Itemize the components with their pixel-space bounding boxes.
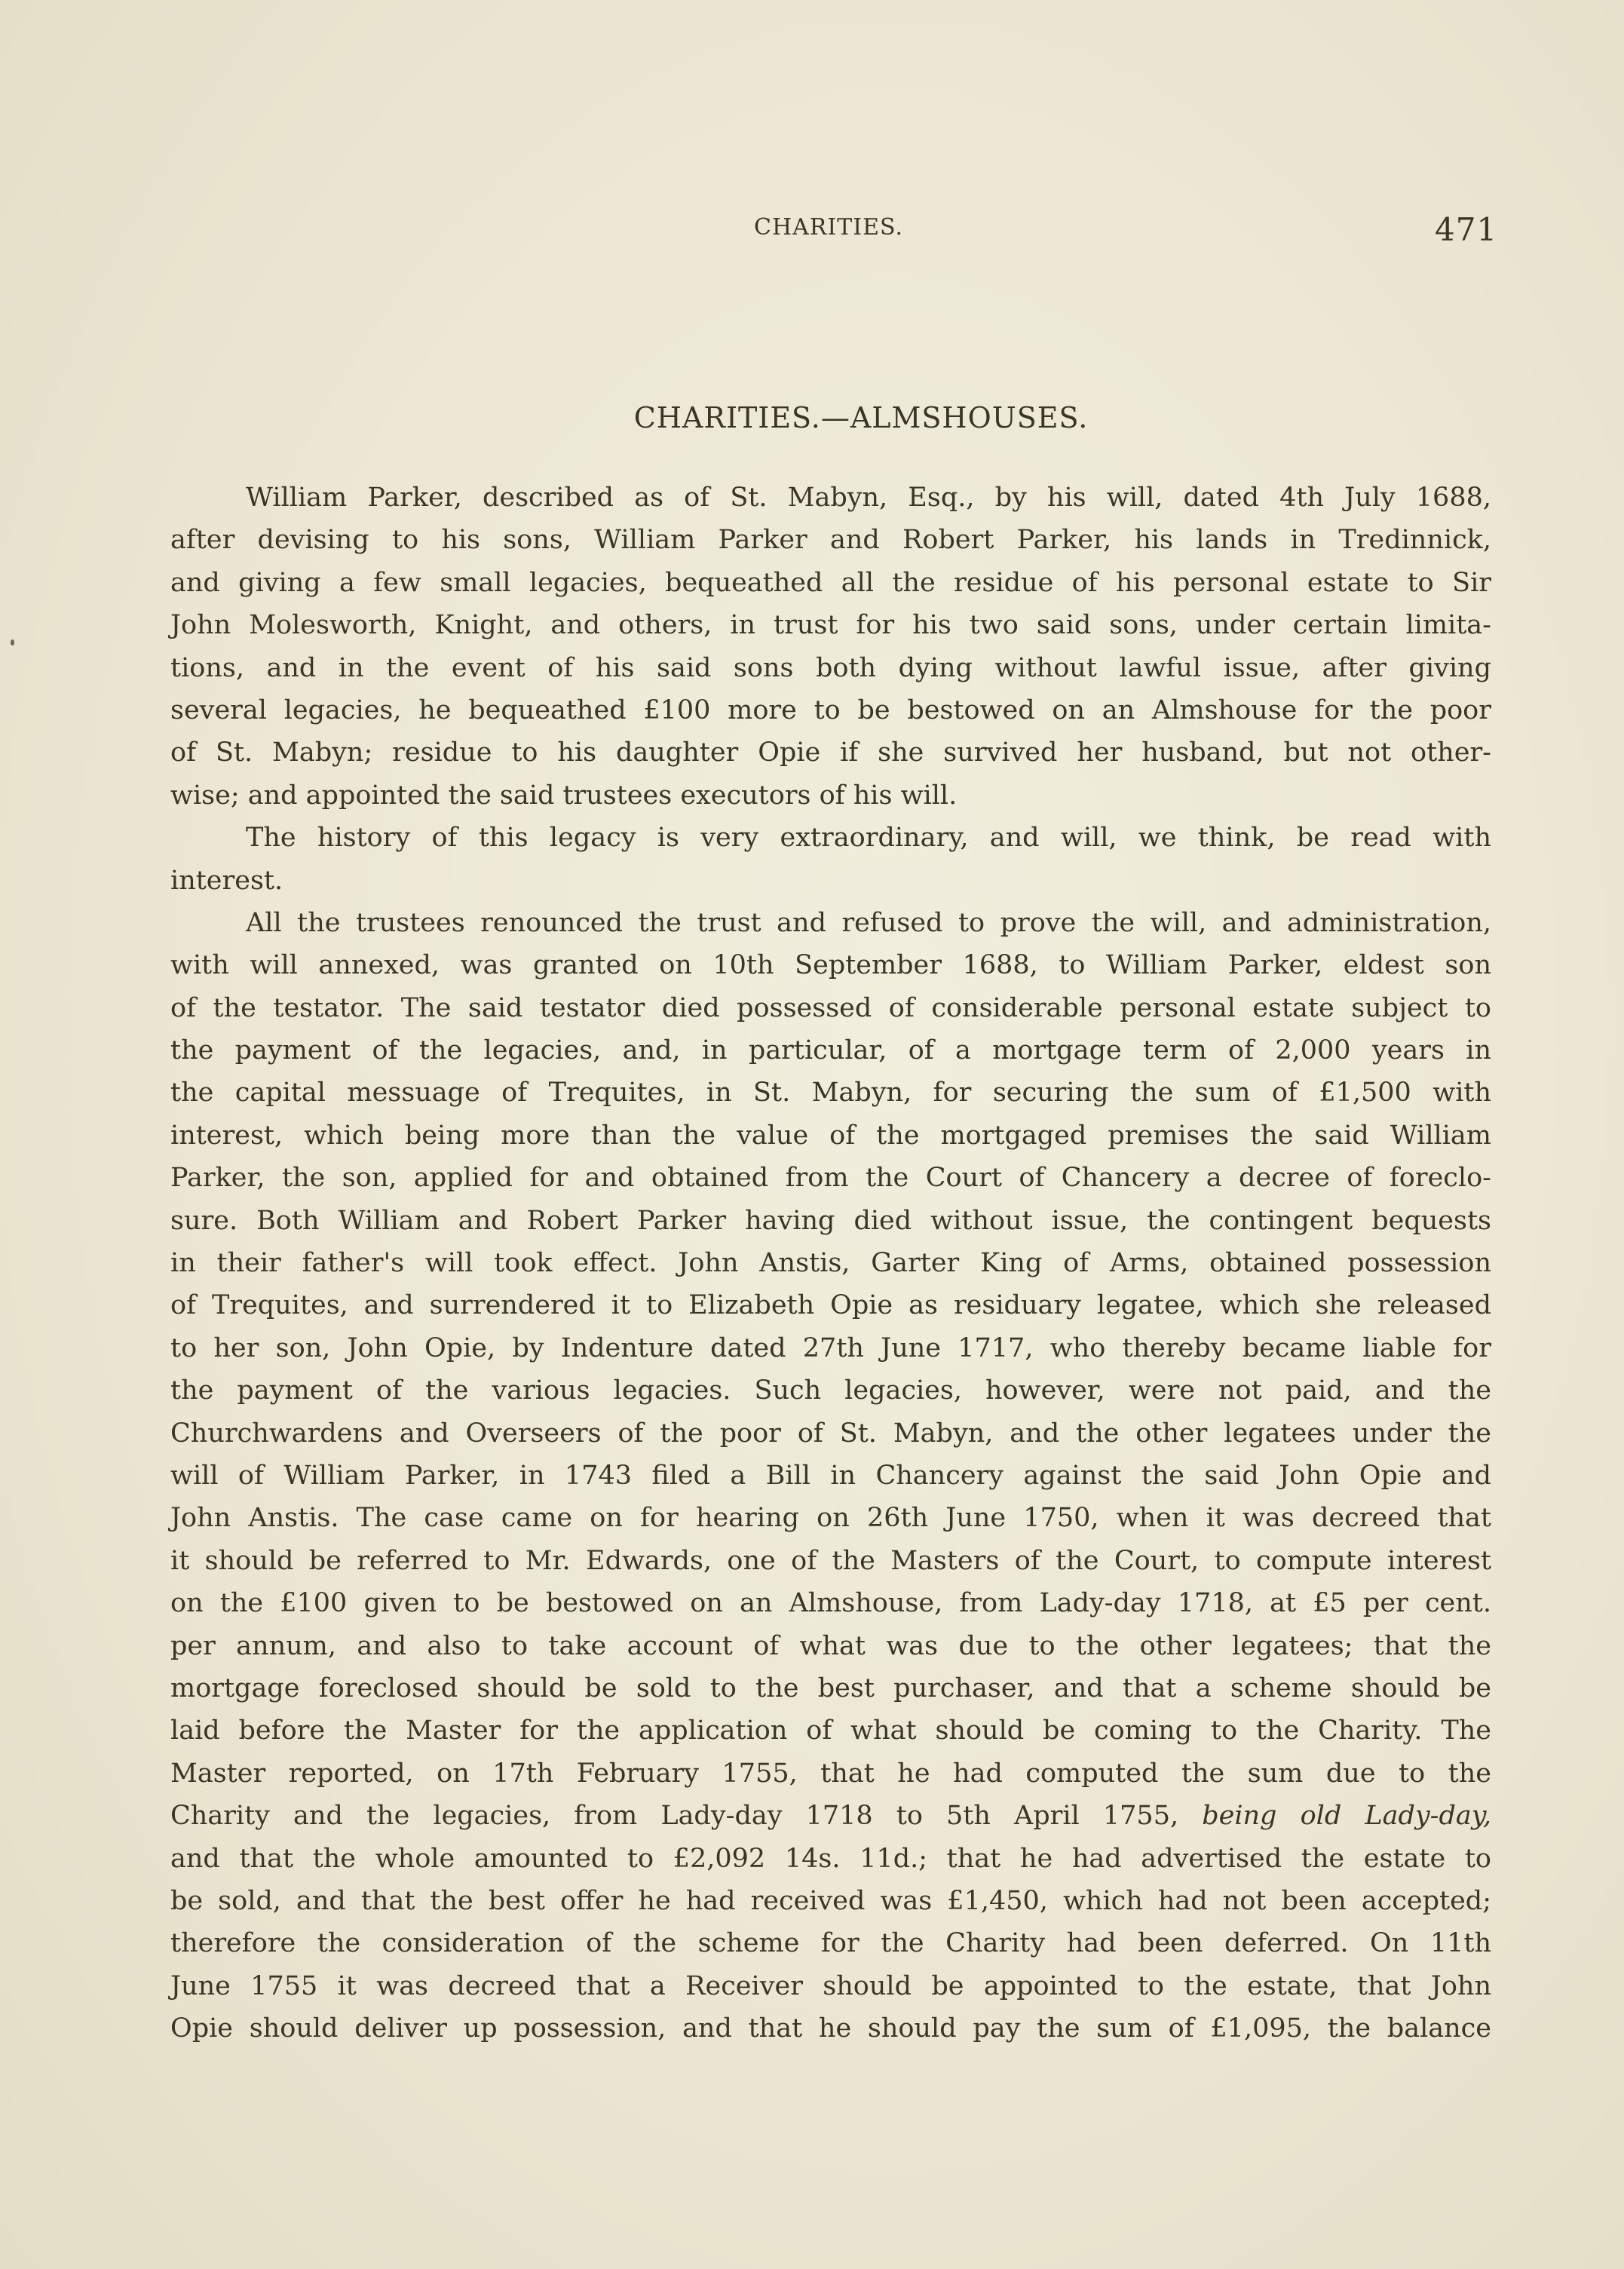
text-line: Opie should deliver up possession, and that he should pay the sum of £1,095, the balance <box>170 2013 1491 2044</box>
text-line: therefore the consideration of the scheme for the Charity had been deferred. On 11th <box>170 1928 1491 1959</box>
text-line: The history of this legacy is very extraordinary, and will, we think, be read with <box>246 823 1491 854</box>
text-line: the payment of the legacies, and, in particular, of a mortgage term of 2,000 years in <box>170 1035 1491 1066</box>
text-line: tions, and in the event of his said sons both dying without lawful issue, after giving <box>170 652 1491 683</box>
text-line: mortgage foreclosed should be sold to the best purchaser, and that a scheme should be <box>170 1673 1491 1703</box>
section-heading: CHARITIES.—ALMSHOUSES. <box>633 401 1089 434</box>
text-segment: Charity and the legacies, from Lady-day 1718 to 5th April 1755, <box>170 1801 1179 1832</box>
text-line: and that the whole amounted to £2,092 14s. 11d.; that he had advertised the estate to <box>170 1843 1491 1874</box>
text-line-with-italic <box>170 1795 1491 1837</box>
text-line: of Trequites, and surrendered it to Elizabeth Opie as residuary legatee, which she released <box>170 1290 1491 1321</box>
text-line: June 1755 it was decreed that a Receiver should be appointed to the estate, that John <box>170 1970 1491 2001</box>
text-line: interest, which being more than the value of the mortgaged premises the said William <box>170 1120 1491 1151</box>
ink-speck <box>11 639 14 645</box>
text-line: Parker, the son, applied for and obtained from the Court of Chancery a decree of foreclo- <box>170 1163 1491 1194</box>
text-line: to her son, John Opie, by Indenture dated 27th June 1717, who thereby became liable for <box>170 1332 1491 1363</box>
text-line: of St. Mabyn; residue to his daughter Opie if she survived her husband, but not other- <box>170 737 1491 768</box>
text-line: laid before the Master for the application of what should be coming to the Charity. The <box>170 1716 1491 1746</box>
text-line: and giving a few small legacies, bequeathed all the residue of his personal estate to Sir <box>170 567 1491 598</box>
page-number: 471 <box>1435 211 1498 248</box>
body-text <box>170 477 1491 2050</box>
text-line: will of William Parker, in 1743 filed a Bill in Chancery against the said John Opie and <box>170 1460 1491 1491</box>
text-line: it should be referred to Mr. Edwards, one of the Masters of the Court, to compute interest <box>170 1545 1491 1576</box>
text-line: in their father's will took effect. John Anstis, Garter King of Arms, obtained possession <box>170 1248 1491 1279</box>
text-line: John Anstis. The case came on for hearing on 26th June 1750, when it was decreed that <box>170 1503 1491 1534</box>
text-line: the capital messuage of Trequites, in St. Mabyn, for securing the sum of £1,500 with <box>170 1078 1491 1108</box>
running-head <box>0 211 1624 256</box>
text-line: be sold, and that the best offer he had received was £1,450, which had not been accepted; <box>170 1885 1491 1916</box>
text-line: several legacies, he bequeathed £100 more to be bestowed on an Almshouse for the poor <box>170 694 1491 725</box>
text-line: of the testator. The said testator died possessed of considerable personal estate subject to <box>170 992 1491 1023</box>
text-line: interest. <box>170 865 283 896</box>
text-line: wise; and appointed the said trustees executors of his will. <box>170 780 958 811</box>
text-line: the payment of the various legacies. Such legacies, however, were not paid, and the <box>170 1375 1491 1406</box>
text-line: after devising to his sons, William Parker and Robert Parker, his lands in Tredinnick, <box>170 525 1491 556</box>
text-line: sure. Both William and Robert Parker having died without issue, the contingent bequests <box>170 1205 1491 1236</box>
text-line: John Molesworth, Knight, and others, in trust for his two said sons, under certain limita- <box>170 610 1491 641</box>
text-line: Churchwardens and Overseers of the poor of St. Mabyn, and the other legatees under the <box>170 1418 1491 1449</box>
text-line: on the £100 given to be bestowed on an Almshouse, from Lady-day 1718, at £5 per cent. <box>170 1588 1491 1619</box>
running-title: CHARITIES. <box>754 214 903 241</box>
text-line: per annum, and also to take account of what was due to the other legatees; that the <box>170 1630 1491 1661</box>
text-line: William Parker, described as of St. Mabyn, Esq., by his will, dated 4th July 1688, <box>246 483 1491 513</box>
italic-segment: being old Lady-day, <box>1202 1801 1491 1832</box>
text-line: All the trustees renounced the trust and refused to prove the will, and administration, <box>246 907 1491 938</box>
text-line: with will annexed, was granted on 10th September 1688, to William Parker, eldest son <box>170 950 1491 981</box>
text-line: Master reported, on 17th February 1755, that he had computed the sum due to the <box>170 1758 1491 1789</box>
